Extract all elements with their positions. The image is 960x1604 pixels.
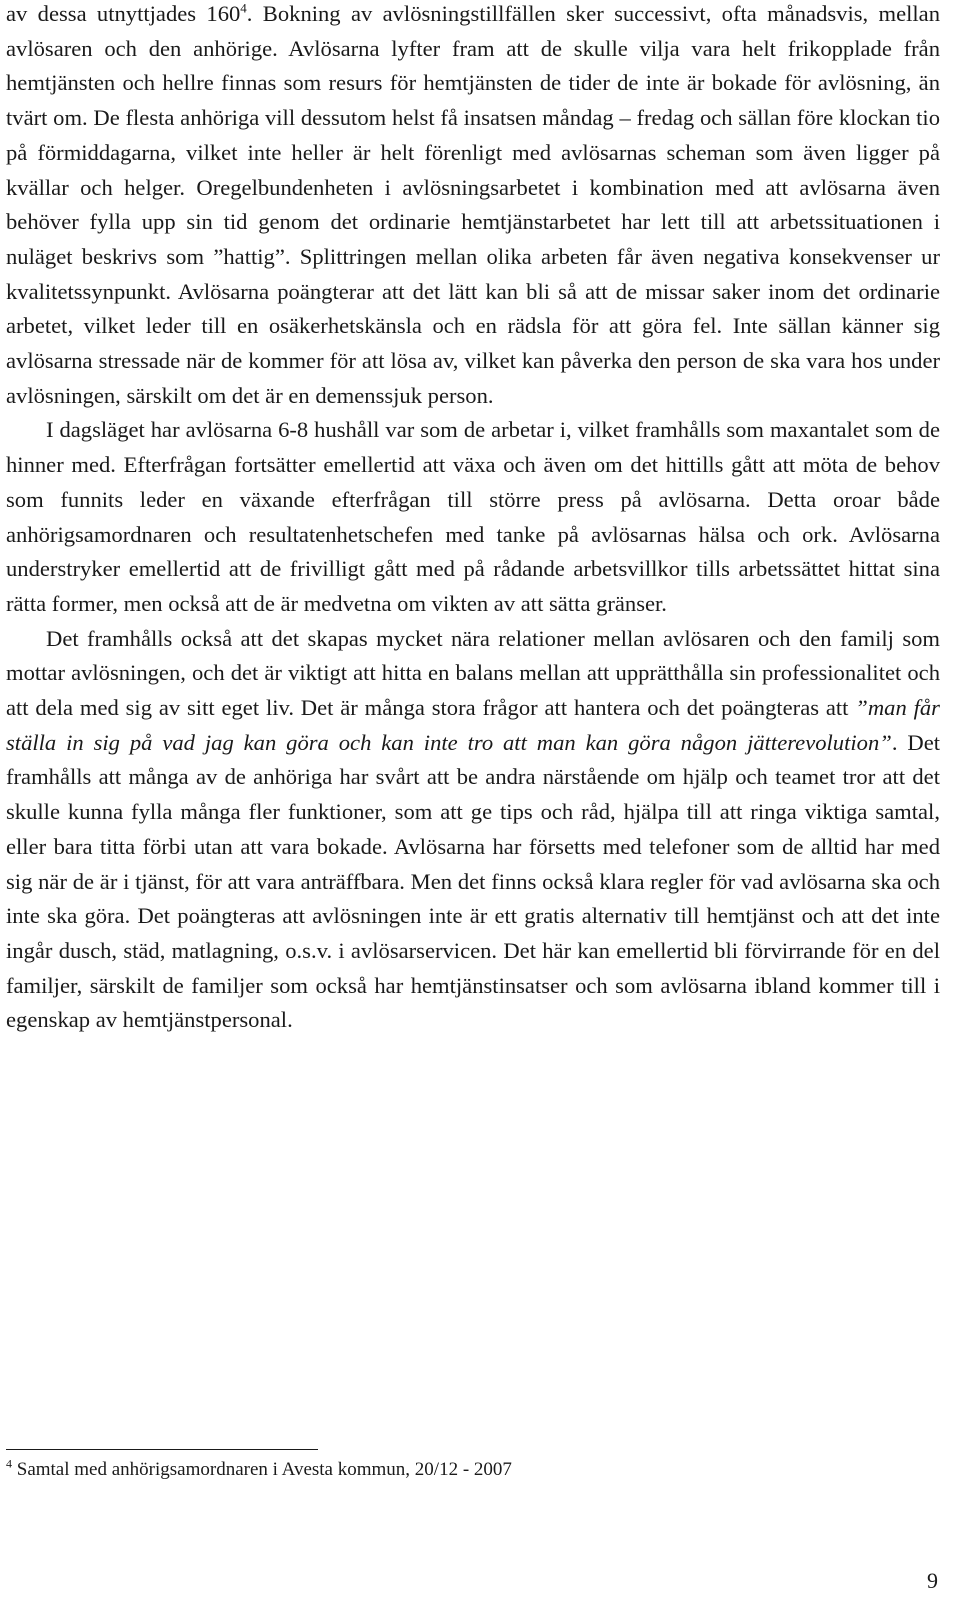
footnote-text: Samtal med anhörigsamordnaren i Avesta kommun, 20/12 - 2007 (12, 1459, 512, 1480)
footnote (6, 1455, 906, 1485)
paragraph-1-text-a: av dessa utnyttjades 160 (6, 1, 241, 26)
body-text (6, 0, 940, 1038)
footnote-separator (6, 1449, 318, 1450)
italic-quote: ”man får ställa in sig på vad jag kan göra och kan inte tro att man kan göra någon jätterevolution” (6, 695, 940, 755)
paragraph-3-text-a: Det framhålls också att det skapas mycket nära relationer mellan avlösaren och den familj som mottar avlösningen, och det är viktigt att hitta en balans mellan att upprätthålla sin professionalitet och att dela med sig av sitt eget liv. Det är många stora frågor att hantera och det poängteras att (6, 625, 940, 721)
paragraph-1-text-b: . Bokning av avlösningstillfällen sker successivt, ofta månadsvis, mellan avlösaren och den anhörige. Avlösarna lyfter fram att de skulle vilja vara helt frikopplade från hemtjänsten och hellre finnas som resurs för hemtjänsten de tider de inte är bokade för avlösning, än tvärt om. De flesta anhöriga vill dessutom helst få insatsen måndag – fredag och sällan före klockan tio på förmiddagarna, vilket inte heller är helt förenligt med avlösarnas scheman som även ligger på kvällar och helger. Oregelbundenheten i avlösningsarbetet i kombination med att avlösarna även behöver fylla upp sin tid genom det ordinarie hemtjänstarbetet har lett till att arbetssituationen i nuläget beskrivs som ”hattig”. Splittringen mellan olika arbeten får även negativa konsekvenser ur kvalitetssynpunkt. Avlösarna poängterar att det lätt kan bli så att de missar saker inom det ordinarie arbetet, vilket leder till en osäkerhetskänsla och en rädsla för att göra fel. Inte sällan känner sig avlösarna stressade när de kommer för att lösa av, vilket kan påverka den person de ska vara hos under avlösningen, särskilt om det är en demenssjuk person. (6, 1, 940, 408)
footnote-reference: 4 (240, 0, 247, 16)
footnote-number: 4 (6, 1456, 12, 1471)
paragraph-3 (6, 622, 940, 1038)
paragraph-1 (6, 0, 940, 413)
paragraph-2: I dagsläget har avlösarna 6-8 hushåll var som de arbetar i, vilket framhålls som maxantalet som de hinner med. Efterfrågan fortsätter emellertid att växa och även om det hittills gått att möta de behov som funnits leder en växande efterfrågan till större press på avlösarna. Detta oroar både anhörigsamordnaren och resultatenhetschefen med tanke på avlösarnas hälsa och ork. Avlösarna understryker emellertid att de frivilligt gått med på rådande arbetsvillkor tills arbetssättet hittat sina rätta former, men också att de är medvetna om vikten av att sätta gränser. (6, 417, 940, 616)
paragraph-3-text-b: . Det framhålls att många av de anhöriga har svårt att be andra närstående om hjälp och teamet tror att det skulle kunna fylla många fler funktioner, som att ge tips och råd, hjälpa till att ringa viktiga samtal, eller bara titta förbi utan att vara bokade. Avlösarna har försetts med telefoner som de alltid har med sig när de är i tjänst, för att vara anträffbara. Men det finns också klara regler för vad avlösarna ska och inte ska göra. Det poängteras att avlösningen inte är ett gratis alternativ till hemtjänst och att det inte ingår dusch, städ, matlagning, o.s.v. i avlösarservicen. Det här kan emellertid bli förvirrande för en del familjer, särskilt de familjer som också har hemtjänstinsatser och som avlösarna ibland kommer till i egenskap av hemtjänstpersonal. (6, 729, 940, 1033)
page-number: 9 (927, 1568, 938, 1593)
